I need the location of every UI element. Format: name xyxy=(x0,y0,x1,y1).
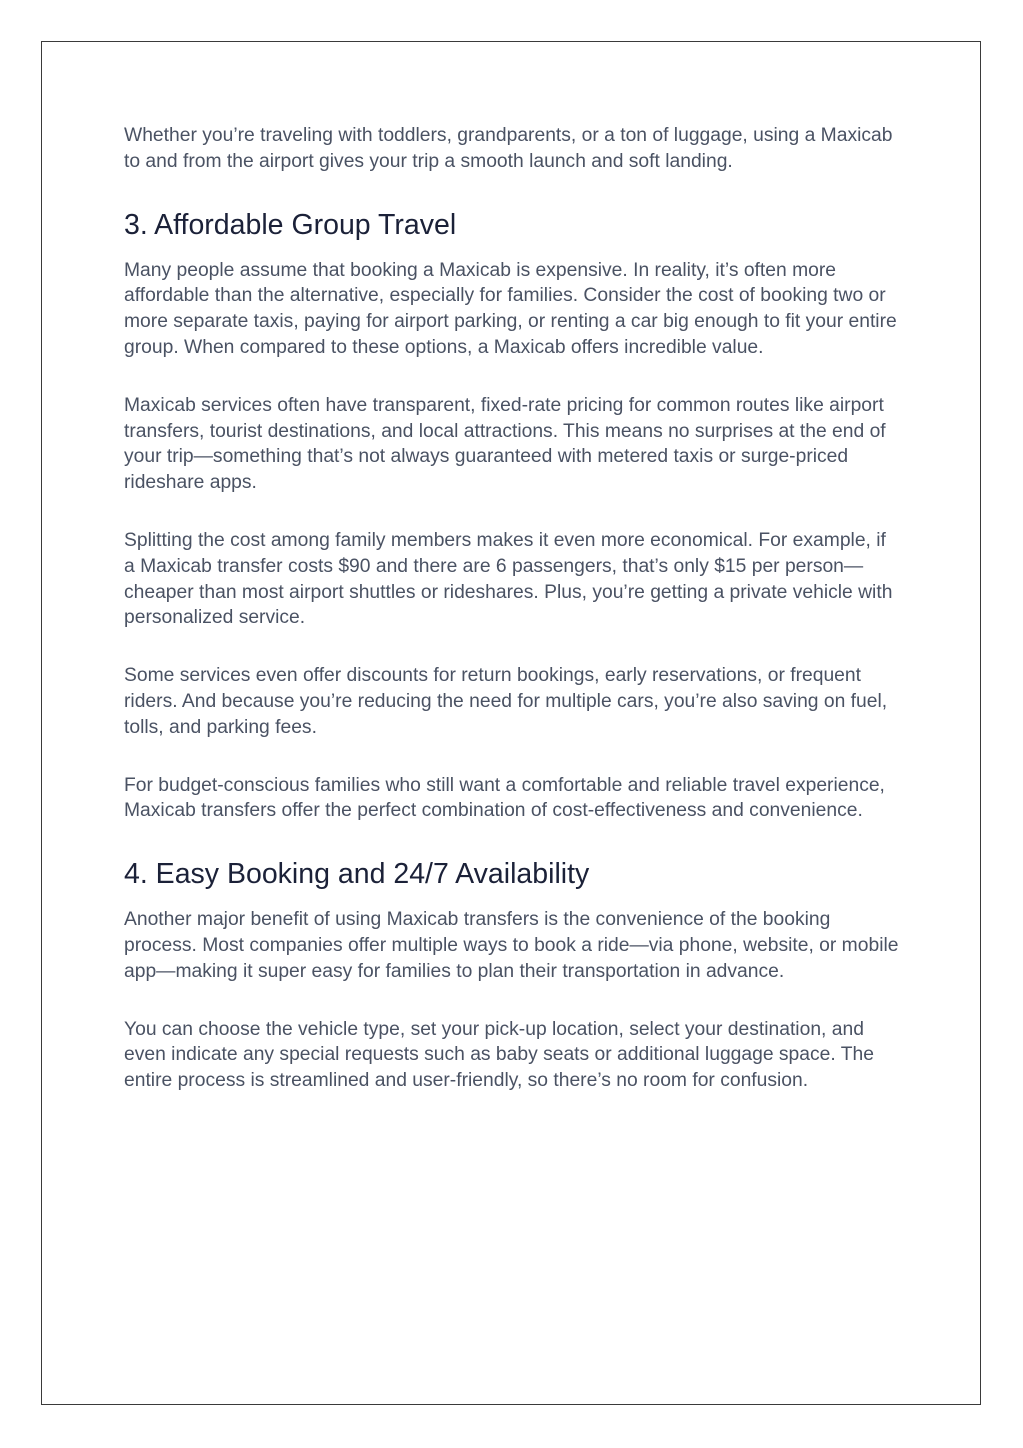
section-3-paragraph-1: Many people assume that booking a Maxicab is expensive. In reality, it’s often more affordable than the alternative, especially for families. Consider the cost of booking two or more separate taxis, paying for airport parking, or renting a car big enough to fit your entire group. When compared to these options, a Maxicab offers incredible value. xyxy=(124,259,897,358)
section-3-paragraph-4: Some services even offer discounts for return bookings, early reservations, or frequent riders. And because you’re reducing the need for multiple cars, you’re also saving on fuel, tolls, and parking fees. xyxy=(124,665,888,738)
section-3-heading: 3. Affordable Group Travel xyxy=(124,208,457,241)
section-4-paragraph-1: Another major benefit of using Maxicab transfers is the convenience of the booking process. Most companies offer multiple ways to book a ride—via phone, website, or mobile app—making it super easy for families to plan their transportation in advance. xyxy=(124,909,899,982)
section-3-paragraph-2: Maxicab services often have transparent, fixed-rate pricing for common routes like airport transfers, tourist destinations, and local attractions. This means no surprises at the end of your trip—something that’s not always guaranteed with metered taxis or surge-priced rideshare apps. xyxy=(124,394,886,494)
document-body xyxy=(124,123,899,1094)
intro-paragraph: Whether you’re traveling with toddlers, grandparents, or a ton of luggage, using a Maxicab to and from the airport gives your trip a smooth launch and soft landing. xyxy=(124,125,893,172)
section-3-paragraph-3: Splitting the cost among family members makes it even more economical. For example, if a Maxicab transfer costs $90 and there are 6 passengers, that’s only $15 per person—cheaper than most airport shuttles or rideshares. Plus, you’re getting a private vehicle with personalized service. xyxy=(124,529,893,629)
section-4-heading: 4. Easy Booking and 24/7 Availability xyxy=(124,858,590,891)
section-4-paragraph-2: You can choose the vehicle type, set your pick-up location, select your destination, and even indicate any special requests such as baby seats or additional luggage space. The entire process is streamlined and user-friendly, so there’s no room for confusion. xyxy=(124,1018,874,1092)
section-3-paragraph-5: For budget-conscious families who still want a comfortable and reliable travel experience, Maxicab transfers offer the perfect combination of cost-effectiveness and convenience. xyxy=(124,774,885,822)
